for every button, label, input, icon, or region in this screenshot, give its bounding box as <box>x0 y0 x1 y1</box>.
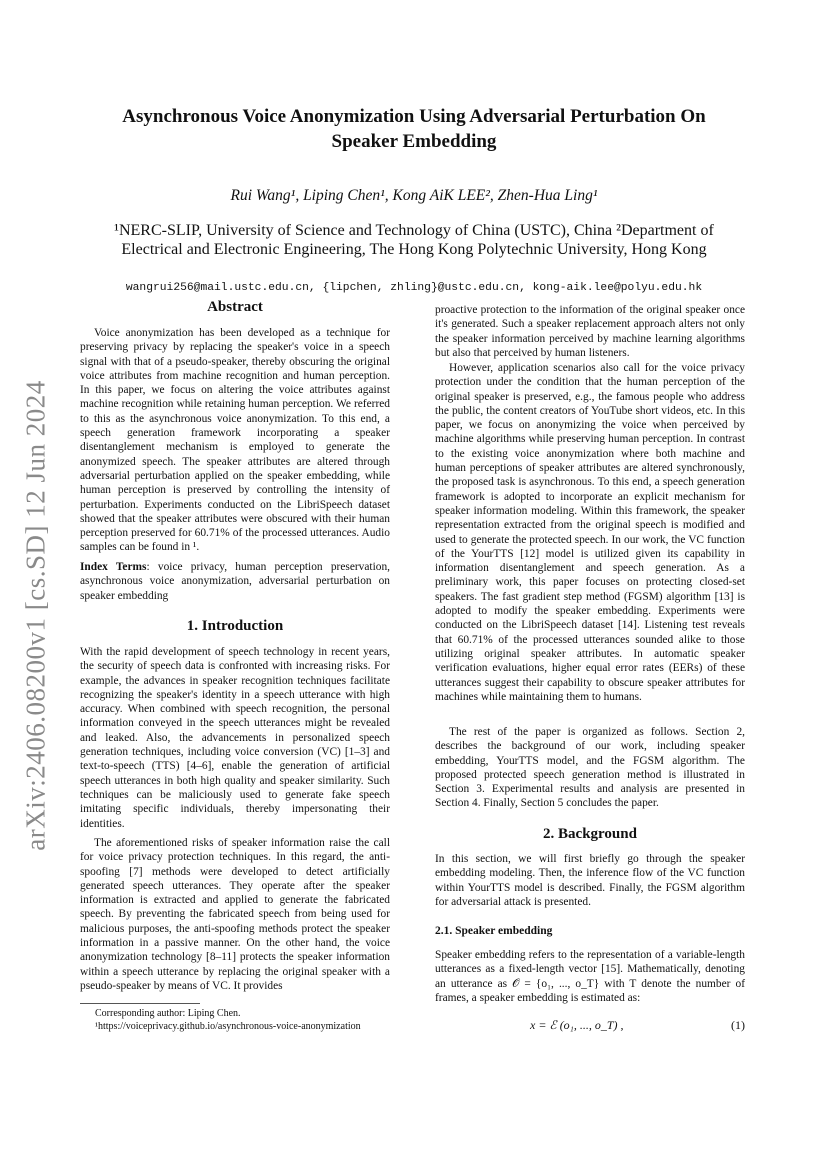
arxiv-id-text: arXiv:2406.08200v1 [cs.SD] 12 Jun 2024 <box>20 379 51 851</box>
speaker-embedding-subheading: 2.1. Speaker embedding <box>435 925 553 937</box>
index-terms-label: Index Terms <box>80 561 147 573</box>
introduction-paragraph-1: With the rapid development of speech technology in recent years, the security of speech data is confronted with increasing risks. For example, the advances in speaker recognition techniques facilitate recognizing the speaker's identity in a speech utterance with high accuracy. When combined with speech recognition, the personal information conveyed in the speech utterances might be revealed and leaked. Also, the advancements in personalized speech generation techniques, including voice conversion (VC) [1–3] and text-to-speech (TTS) [4–6], enable the generation of artificial speech utterances in both high quality and speaker similarity. Such techniques can be maliciously used to generate fake speech imitating specific individuals, thereby impersonating their identities. <box>80 646 390 830</box>
introduction-paragraph-5: The rest of the paper is organized as follows. Section 2, describes the background of our work, including speaker embedding, YourTTS model, and the FGSM algorithm. The proposed protected speech generation method is illustrated in Section 3. Experimental results and analysis are presented in Section 4. Finally, Section 5 concludes the paper. <box>435 726 745 810</box>
author-emails: wangrui256@mail.ustc.edu.cn, {lipchen, zhling}@ustc.edu.cn, kong-aik.lee@polyu.edu.hk <box>125 282 703 294</box>
abstract-heading: Abstract <box>207 299 263 315</box>
introduction-heading: 1. Introduction <box>186 618 284 634</box>
background-heading: 2. Background <box>543 826 637 842</box>
introduction-paragraph-4: However, application scenarios also call for the voice privacy protection under the condition that the human perception of the original speaker is preserved, e.g., the famous people who address the public, the content creators of YouTube short videos, etc. In this paper, we focus on anonymizing the voice when perceived by machine algorithms while preserving human perception. In contrast to the existing voice anonymization where both machine and human perceptions of speaker attributes are altered synchronously, the proposed task is asynchronous. To this end, a speech generation framework is adopted to incorporate an explicit mechanism for speaker information modeling. Within this framework, the speaker representation extracted from the original speech is modified and used to generate the protected speech. In our work, the VC function of the YourTTS [12] model is utilized given its capability in information disentanglement and speech generation. As a preliminary work, this paper focuses on protecting closed-set speakers. The fast gradient step method (FGSM) algorithm [13] is adopted to modify the speaker embedding. Experiments were conducted on the LibriSpeech dataset [14]. Listening test reveals that 60.71% of the processed utterances sounded alike to those utilizing original speaker attributes. In automatic speaker verification evaluations, higher equal error rates (EERs) of these utterances suggest their capability to obscure speaker attributes for machines while maintaining them to humans. <box>435 362 745 703</box>
footnote-url[interactable]: ¹https://voiceprivacy.github.io/asynchronous-voice-anonymization <box>95 1021 361 1032</box>
corresponding-author-note: Corresponding author: Liping Chen. <box>95 1008 241 1019</box>
affiliations: ¹NERC-SLIP, University of Science and Technology of China (USTC), China ²Department of Electrical and Electronic Engineering, The Hong Kong Polytechnic University, Hong Kong <box>114 222 714 258</box>
equation-expression: x = ℰ (o₁, ..., o_T) , <box>530 1018 624 1032</box>
author-list: Rui Wang¹, Liping Chen¹, Kong AiK LEE², Zhen-Hua Ling¹ <box>230 187 598 204</box>
paper-title: Asynchronous Voice Anonymization Using Adversarial Perturbation On Speaker Embedding <box>122 106 706 152</box>
introduction-paragraph-2: The aforementioned risks of speaker information raise the call for voice privacy protection techniques. In this regard, the anti-spoofing [7] methods were developed to detect artificially generated speech utterances. They operate after the speaker information is extracted and applied to generate the fabricated speech. By preventing the fabricated speech from being used for malicious purposes, the anti-spoofing methods protect the speaker information in a passive manner. On the other hand, the voice anonymization technology [8–11] protects the speaker information within a speech utterance by replacing the original speaker with a pseudo-speaker by means of VC. It provides <box>80 837 390 992</box>
speaker-embedding-paragraph: Speaker embedding refers to the representation of a variable-length utterances as a fixed-length vector [15]. Mathematically, denoting an utterance as 𝒪 = {o₁, ..., o_T} with T denote the number of frames, a speaker embedding is estimated as: <box>435 949 745 1004</box>
index-terms-text: : voice privacy, human perception preservation, asynchronous voice anonymization, adversarial perturbation on speaker embedding <box>80 561 390 602</box>
footnote-rule <box>80 1003 200 1004</box>
background-paragraph-1: In this section, we will first briefly go through the speaker embedding modeling. Then, the inference flow of the VC function within YourTTS model is described. Finally, the FGSM algorithm for adversarial attack is presented. <box>435 853 745 908</box>
equation-number: (1) <box>731 1018 745 1032</box>
index-terms <box>80 560 390 603</box>
arxiv-identifier-stamp <box>18 370 54 860</box>
introduction-paragraph-3: proactive protection to the information of the original speaker once it's generated. Such a speaker replacement approach alters not only the speaker information perceived by machine learning algorithms but also that perceived by human listeners. <box>435 304 745 359</box>
abstract-body: Voice anonymization has been developed as a technique for preserving privacy by replacing the speaker's voice in a speech signal with that of a pseudo-speaker, thereby obscuring the original voice attributes from machine recognition and human perception. In this paper, we focus on altering the voice attributes against machine recognition while retaining human perception. We referred to this as the asynchronous voice anonymization. To this end, a speech generation framework incorporating a speaker disentanglement mechanism is employed to generate the anonymized speech. The speaker attributes are altered through adversarial perturbation applied on the speaker embedding, while human perception is preserved by controlling the intensity of perturbation. Experiments conducted on the LibriSpeech dataset showed that the speaker attributes were obscured with their human perception preserved for 60.71% of the processed utterances. Audio samples can be found in ¹. <box>80 327 390 554</box>
